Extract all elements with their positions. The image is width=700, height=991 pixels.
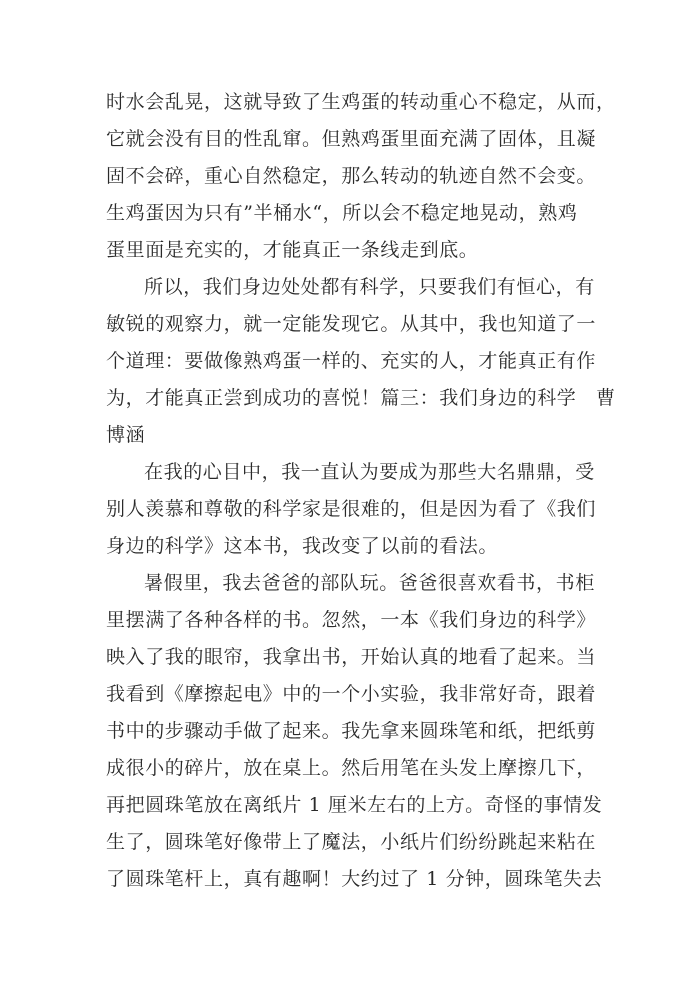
- document-body: [106, 84, 616, 898]
- paragraph-first-line: 在我的心目中，我一直认为要成为那些大名鼎鼎，受: [144, 461, 595, 483]
- text-line: 书中的步骤动手做了起来。我先拿来圆珠笔和纸，把纸剪: [106, 720, 597, 742]
- text-line: 生鸡蛋因为只有”半桶水“，所以会不稳定地晃动，熟鸡: [106, 202, 578, 224]
- text-line: 博涵: [106, 424, 146, 446]
- text-line: 了圆珠笔杆上，真有趣啊！大约过了 1 分钟，圆珠笔失去: [106, 868, 603, 890]
- text-line: 个道理：要做像熟鸡蛋一样的、充实的人，才能真正有作: [106, 350, 597, 372]
- text-line: 生了，圆珠笔好像带上了魔法，小纸片们纷纷跳起来粘在: [106, 831, 597, 853]
- text-line: 里摆满了各种各样的书。忽然，一本《我们身边的科学》: [106, 609, 597, 631]
- text-line: 蛋里面是充实的，才能真正一条线走到底。: [106, 239, 479, 261]
- text-line: 时水会乱晃，这就导致了生鸡蛋的转动重心不稳定，从而，: [106, 91, 616, 113]
- text-line: 成很小的碎片，放在桌上。然后用笔在头发上摩擦几下，: [106, 757, 597, 779]
- text-line: 再把圆珠笔放在离纸片 1 厘米左右的上方。奇怪的事情发: [106, 794, 603, 816]
- text-line: 别人羡慕和尊敬的科学家是很难的，但是因为看了《我们: [106, 498, 597, 520]
- text-line: 固不会碎，重心自然稳定，那么转动的轨迹自然不会变。: [106, 165, 597, 187]
- paragraph-first-line: 暑假里，我去爸爸的部队玩。爸爸很喜欢看书，书柜: [144, 572, 595, 594]
- text-line: 身边的科学》这本书，我改变了以前的看法。: [106, 535, 499, 557]
- paragraph-first-line: 所以，我们身边处处都有科学，只要我们有恒心，有: [144, 276, 595, 298]
- text-line: 映入了我的眼帘，我拿出书，开始认真的地看了起来。当: [106, 646, 597, 668]
- text-line: 敏锐的观察力，就一定能发现它。从其中，我也知道了一: [106, 313, 597, 335]
- text-line: 为，才能真正尝到成功的喜悦！篇三：我们身边的科学 曹: [106, 387, 616, 409]
- text-line: 它就会没有目的性乱窜。但熟鸡蛋里面充满了固体，且凝: [106, 128, 597, 150]
- text-line: 我看到《摩擦起电》中的一个小实验，我非常好奇，跟着: [106, 683, 597, 705]
